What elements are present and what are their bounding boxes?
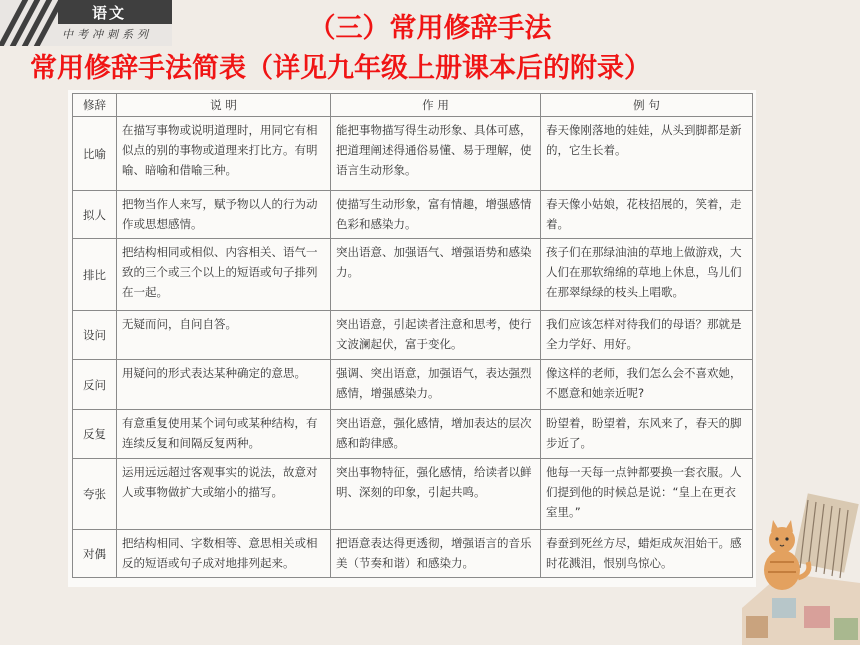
table-row bbox=[73, 117, 753, 191]
cell-kind: 夸张 bbox=[73, 459, 117, 530]
table-row bbox=[73, 410, 753, 459]
quilt-patch bbox=[804, 606, 830, 628]
cell-example: 春天像刚落地的娃娃，从头到脚都是新的，它生长着。 bbox=[541, 117, 753, 191]
quilt-patch bbox=[746, 616, 768, 638]
cell-example: 盼望着，盼望着，东风来了，春天的脚步近了。 bbox=[541, 410, 753, 459]
table-row bbox=[73, 459, 753, 530]
cell-desc: 在描写事物或说明道理时，用同它有相似点的别的事物或道理来打比方。有明喻、暗喻和借喻三种。 bbox=[117, 117, 331, 191]
cell-desc: 有意重复使用某个词句或某种结构，有连续反复和间隔反复两种。 bbox=[117, 410, 331, 459]
cell-kind: 拟人 bbox=[73, 191, 117, 239]
cell-kind: 反问 bbox=[73, 360, 117, 410]
table-row bbox=[73, 311, 753, 360]
cell-kind: 比喻 bbox=[73, 117, 117, 191]
cell-effect: 把语意表达得更透彻，增强语言的音乐美（节奏和谐）和感染力。 bbox=[331, 530, 541, 578]
cell-kind: 设问 bbox=[73, 311, 117, 360]
header-kind: 修辞 bbox=[73, 94, 117, 117]
logo-series: 中考冲刺系列 bbox=[62, 28, 152, 41]
table-header-row bbox=[73, 94, 753, 117]
cell-example: 像这样的老师，我们怎么会不喜欢她，不愿意和她亲近呢? bbox=[541, 360, 753, 410]
rhetoric-table bbox=[72, 93, 753, 578]
table-row bbox=[73, 239, 753, 311]
table-row bbox=[73, 191, 753, 239]
cell-example: 他每一天每一点钟都要换一套衣服。人们提到他的时候总是说：“皇上在更衣室里。” bbox=[541, 459, 753, 530]
cell-desc: 把结构相同或相似、内容相关、语气一致的三个或三个以上的短语或句子排列在一起。 bbox=[117, 239, 331, 311]
cell-effect: 突出语意，强化感情，增加表达的层次感和韵律感。 bbox=[331, 410, 541, 459]
cell-effect: 强调、突出语意，加强语气，表达强烈感情，增强感染力。 bbox=[331, 360, 541, 410]
cell-desc: 运用远远超过客观事实的说法，故意对人或事物做扩大或缩小的描写。 bbox=[117, 459, 331, 530]
quilt-patch bbox=[834, 618, 858, 640]
cell-kind: 排比 bbox=[73, 239, 117, 311]
quilt-patch bbox=[772, 598, 796, 618]
table-row bbox=[73, 360, 753, 410]
cell-kind: 对偶 bbox=[73, 530, 117, 578]
cell-example: 孩子们在那绿油油的草地上做游戏，大人们在那软绵绵的草地上休息，鸟儿们在那翠绿绿的枝头上唱歌。 bbox=[541, 239, 753, 311]
table-row bbox=[73, 530, 753, 578]
cell-effect: 突出语意，引起读者注意和思考，使行文波澜起伏，富于变化。 bbox=[331, 311, 541, 360]
cell-effect: 能把事物描写得生动形象、具体可感，把道理阐述得通俗易懂、易于理解，使语言生动形象。 bbox=[331, 117, 541, 191]
header-effect: 作 用 bbox=[331, 94, 541, 117]
cell-kind: 反复 bbox=[73, 410, 117, 459]
cell-effect: 突出事物特征，强化感情，给读者以鲜明、深刻的印象，引起共鸣。 bbox=[331, 459, 541, 530]
header-desc: 说 明 bbox=[117, 94, 331, 117]
cell-example: 春蚕到死丝方尽，蜡炬成灰泪始干。感时花溅泪，恨别鸟惊心。 bbox=[541, 530, 753, 578]
cell-desc: 把物当作人来写，赋予物以人的行为动作或思想感情。 bbox=[117, 191, 331, 239]
cell-example: 我们应该怎样对待我们的母语？那就是全力学好、用好。 bbox=[541, 311, 753, 360]
header-example: 例 句 bbox=[541, 94, 753, 117]
section-title: （三）常用修辞手法 bbox=[308, 13, 552, 44]
cell-desc: 用疑问的形式表达某种确定的意思。 bbox=[117, 360, 331, 410]
cat-illustration bbox=[742, 478, 860, 645]
cell-effect: 使描写生动形象，富有情趣，增强感情色彩和感染力。 bbox=[331, 191, 541, 239]
table-title: 常用修辞手法简表（详见九年级上册课本后的附录） bbox=[30, 53, 651, 84]
logo-subject: 语文 bbox=[92, 4, 127, 22]
cell-desc: 把结构相同、字数相等、意思相关或相反的短语或句子成对地排列起来。 bbox=[117, 530, 331, 578]
cell-effect: 突出语意、加强语气、增强语势和感染力。 bbox=[331, 239, 541, 311]
cell-example: 春天像小姑娘，花枝招展的，笑着，走着。 bbox=[541, 191, 753, 239]
cell-desc: 无疑而问，自问自答。 bbox=[117, 311, 331, 360]
rhetoric-table-card bbox=[68, 90, 756, 587]
